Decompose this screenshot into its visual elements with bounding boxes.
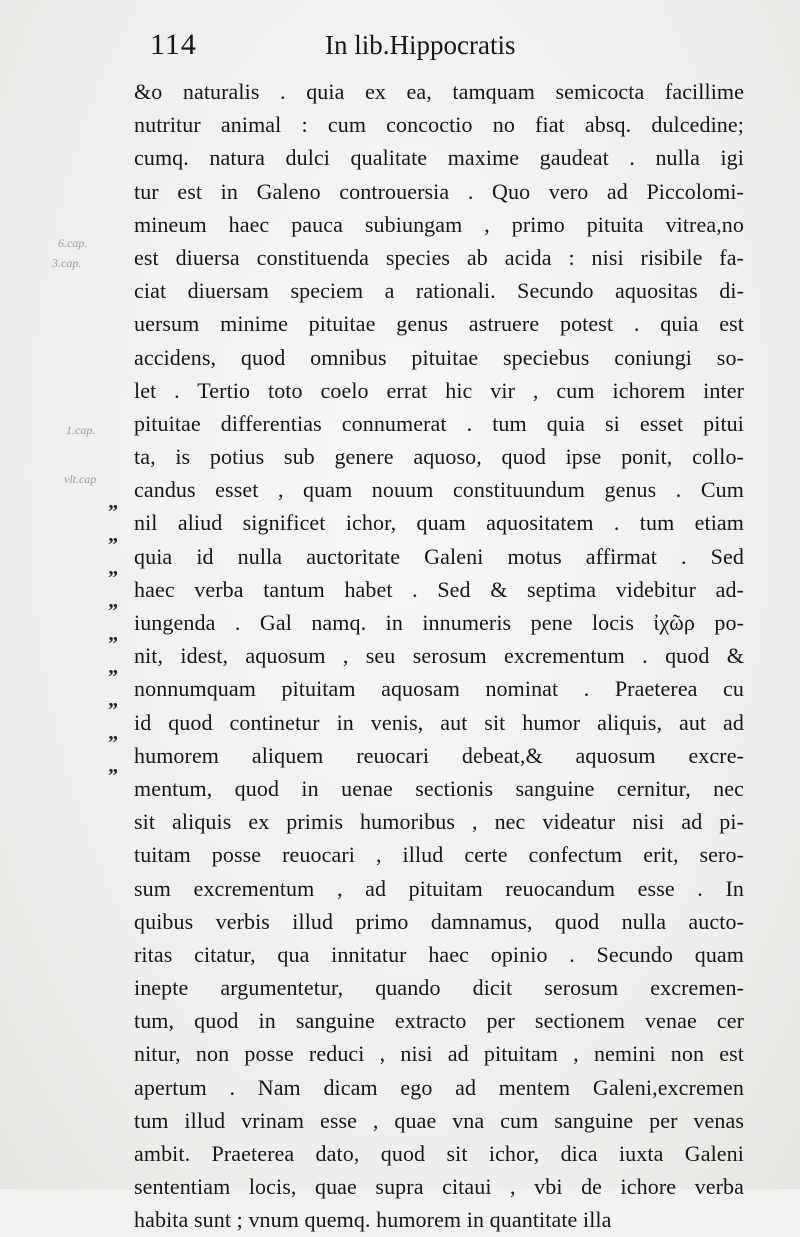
left-margin <box>0 0 134 1189</box>
margin-note: 1.cap. <box>66 423 96 437</box>
running-head: In lib.Hippocratis <box>325 30 516 60</box>
text-line: tum illud vrinam esse , quae vna cum sanguine per venas <box>134 1107 744 1133</box>
text-line: mineum haec pauca subiungam , primo pituita vitrea,no <box>134 211 744 237</box>
quotation-mark: ” <box>108 534 118 556</box>
text-line: tur est in Galeno controuersia . Quo vero ad Piccolomi- <box>134 178 744 204</box>
text-line: nitur, non posse reduci , nisi ad pituitam , nemini non est <box>134 1041 744 1067</box>
quotation-mark: ” <box>108 567 118 589</box>
text-line: candus esset , quam nouum constituundum genus . Cum <box>134 477 744 503</box>
quotation-mark: ” <box>108 699 118 721</box>
text-line: pituitae differentias connumerat . tum quia si esset pitui <box>134 410 744 436</box>
quotation-mark: ” <box>108 501 118 523</box>
text-line: quia id nulla auctoritate Galeni motus affirmat . Sed <box>134 543 744 569</box>
text-line: inepte argumentetur, quando dicit serosum excremen- <box>134 975 744 1001</box>
quotation-mark: ” <box>108 765 118 787</box>
margin-note: vlt.cap <box>64 472 97 486</box>
text-line: haec verba tantum habet . Sed & septima videbitur ad- <box>134 576 744 602</box>
quotation-mark: ” <box>108 600 118 622</box>
text-line: accidens, quod omnibus pituitae speciebus coniungi so- <box>134 344 744 370</box>
text-line: nil aliud significet ichor, quam aquositatem . tum etiam <box>134 510 744 536</box>
text-line: humorem aliquem reuocari debeat,& aquosum excre- <box>134 742 744 768</box>
quotation-mark: ” <box>108 666 118 688</box>
text-line: tum, quod in sanguine extracto per sectionem venae cer <box>134 1008 744 1034</box>
text-line: nonnumquam pituitam aquosam nominat . Praeterea cu <box>134 676 744 702</box>
text-line: tuitam posse reuocari , illud certe confectum erit, sero- <box>134 842 744 868</box>
text-line: &o naturalis . quia ex ea, tamquam semicocta facillime <box>134 79 744 104</box>
text-line: apertum . Nam dicam ego ad mentem Galeni,excremen <box>134 1074 744 1100</box>
text-line: ritas citatur, qua innitatur haec opinio . Secundo quam <box>134 941 744 967</box>
page-number: 114 <box>150 28 197 61</box>
margin-note: 3.cap. <box>52 256 82 270</box>
quotation-mark: ” <box>108 633 118 655</box>
page-header <box>150 28 610 68</box>
text-line: iungenda . Gal namq. in innumeris pene locis ἰχῶρ po- <box>134 610 744 635</box>
text-line: sit aliquis ex primis humoribus , nec videatur nisi ad pi- <box>134 809 744 835</box>
text-line: ambit. Praeterea dato, quod sit ichor, dica iuxta Galeni <box>134 1141 744 1166</box>
text-line: ta, is potius sub genere aquoso, quod ipse ponit, collo- <box>134 444 744 470</box>
text-line: mentum, quod in uenae sectionis sanguine cernitur, nec <box>134 775 744 801</box>
text-line: quibus verbis illud primo damnamus, quod nulla aucto- <box>134 908 744 934</box>
body-text <box>134 75 744 1237</box>
text-line: ciat diuersam speciem a rationali. Secundo aquositas di- <box>134 278 744 304</box>
quotation-mark: ” <box>108 732 118 754</box>
text-line: habita sunt ; vnum quemq. humorem in quantitate illa <box>134 1207 612 1233</box>
text-line: sum excrementum , ad pituitam reuocandum esse . In <box>134 875 744 901</box>
text-line: cumq. natura dulci qualitate maxime gaudeat . nulla igi <box>134 145 744 171</box>
margin-note: 6.cap. <box>58 236 88 250</box>
text-line: nit, idest, aquosum , seu serosum excrementum . quod & <box>134 643 744 669</box>
text-line: sententiam locis, quae supra citaui , vbi de ichore verba <box>134 1174 744 1200</box>
text-line: nutritur animal : cum concoctio no fiat absq. dulcedine; <box>134 112 744 138</box>
text-line: est diuersa constituenda species ab acida : nisi risibile fa- <box>134 244 744 270</box>
text-line: id quod continetur in venis, aut sit humor aliquis, aut ad <box>134 709 744 735</box>
text-line: uersum minime pituitae genus astruere potest . quia est <box>134 311 744 337</box>
text-line: let . Tertio toto coelo errat hic vir , cum ichorem inter <box>134 377 744 403</box>
